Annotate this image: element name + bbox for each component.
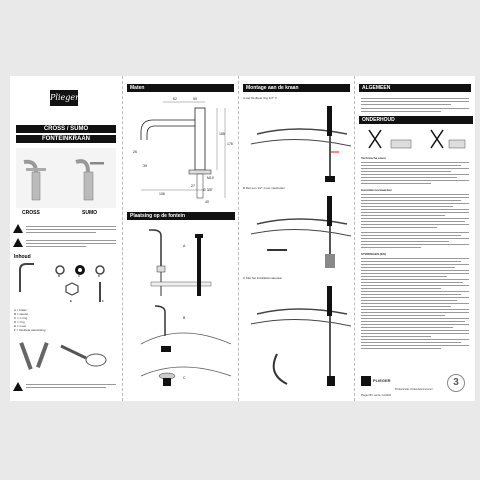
dimension-label: 40 [205,200,209,204]
dimension-label: 176 [227,142,233,146]
part-label: B [58,274,61,278]
step-text: A Het flexibele ring 1/2" 3 [243,96,277,100]
dimension-label: M10 [207,176,214,180]
dimension-label: 106 [159,192,165,196]
brand-mark-icon [361,376,371,386]
warning-icon [13,382,23,391]
parts-list-item: F = flexibele aansluiting [14,328,46,332]
footer-left: Plieger BV, versie 1.2/2016 [361,394,392,397]
section-header: ALGEMEEN [359,84,471,92]
brand-name: PLIEGER [373,378,391,383]
tools-illustration [16,338,116,378]
title-bar: CROSS / SUMO [16,125,116,133]
section-header: Montage aan de kraan [243,84,350,92]
part-label: F [102,299,104,303]
step-label: B [183,316,186,320]
subtitle-bar: FONTEINKRAAN [16,135,116,143]
step-label: A [183,244,186,248]
parts-list-item: D = ring [14,320,25,324]
warning-icon [13,224,23,233]
step-text: C Met het installatiemateriaal [243,276,282,280]
column-general [355,76,475,401]
dimension-label: 59 [193,97,197,101]
column-dimensions [123,76,239,401]
parts-list [14,308,64,332]
section-header: Maten [127,84,234,92]
product-label-left: CROSS [22,210,40,216]
section-contents: Inhoud [14,254,31,260]
section-header: Plaatsing op de fontein [127,212,235,220]
warning-icon [13,238,23,247]
product-label-right: SUMO [82,210,97,216]
mounting-steps [131,226,235,396]
brand-logo: Plieger [50,90,78,106]
column-installation [239,76,355,401]
parts-list-item: B = sleutel [14,312,29,316]
badge-icon: 3 [447,374,465,392]
parts-list-item: E = moer [14,324,27,328]
dimension-label: 155 [219,132,225,136]
faucet-illustration [16,148,116,208]
dimension-label: G 3/8" [203,188,213,192]
section-subheader: Technische eisen [361,156,386,160]
instruction-sheet [10,76,475,401]
section-header: ONDERHOUD [359,116,473,124]
dimension-label: 39 [143,164,147,168]
part-label: D [98,274,101,278]
section-subheader: Garantievoorwaarden [361,188,392,192]
dimension-label: 27 [191,184,195,188]
maintenance-icons [361,126,469,152]
footer-right: Productcode: Onderdelennummer [395,388,433,391]
dimension-drawing [133,98,233,208]
install-step-a [247,104,351,184]
dimension-label: 26 [133,150,137,154]
install-step-b [247,194,351,274]
part-label: C [78,274,81,278]
part-label: E [70,299,73,303]
parts-list-item: A = kraan [14,308,27,312]
section-subheader: STORINGEN (EN) [361,252,386,256]
install-step-c [247,284,351,394]
column-intro [10,76,123,401]
step-label: C [183,376,186,380]
dimension-label: 62 [173,97,177,101]
step-text: B Met een 1/2" moer vastzetten [243,186,285,190]
parts-list-item: C = o-ring [14,316,28,320]
